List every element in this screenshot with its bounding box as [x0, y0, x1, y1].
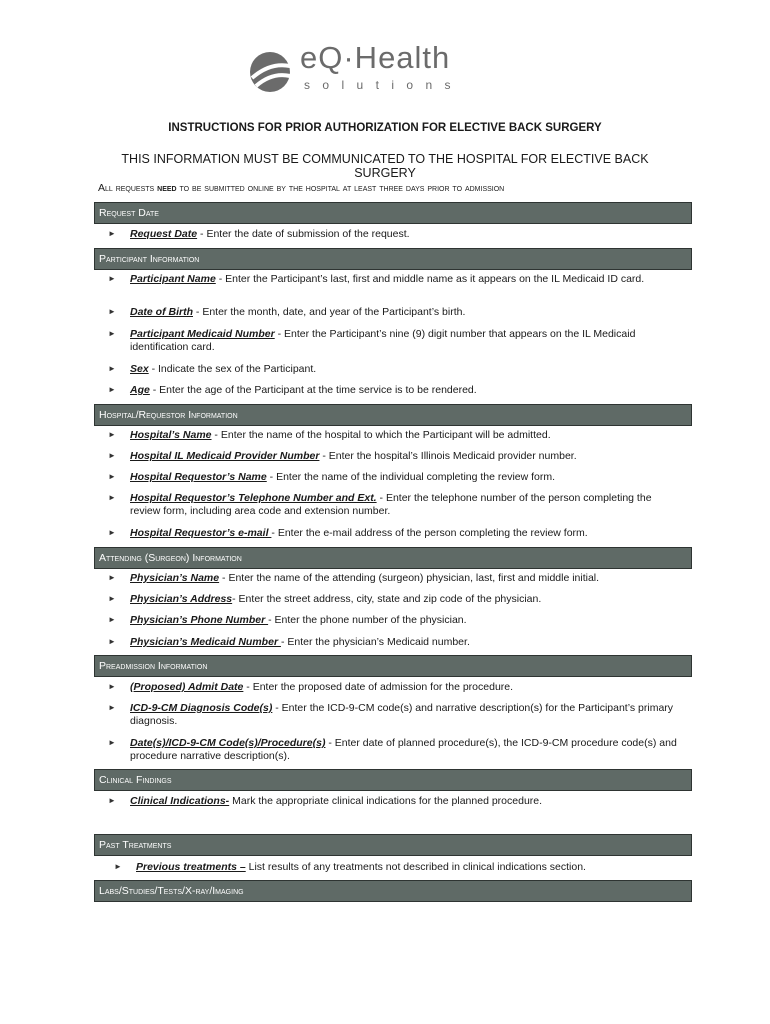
bullet-arrow-icon: ►: [108, 364, 116, 373]
item-desc: - Enter the hospital’s Illinois Medicaid provider number.: [319, 450, 577, 462]
bullet-arrow-icon: ►: [108, 451, 116, 460]
item-desc: - Enter the street address, city, state and zip code of the physician.: [232, 593, 542, 605]
bullet-arrow-icon: ►: [108, 472, 116, 481]
item-icd-procedure: [130, 737, 682, 763]
logo-tagline: solutions: [304, 78, 463, 92]
item-key: Participant Name: [130, 273, 216, 285]
item-key: Hospital IL Medicaid Provider Number: [130, 450, 320, 462]
item-desc: List results of any treatments not described in clinical indications section.: [245, 861, 586, 873]
bullet-arrow-icon: ►: [108, 615, 116, 624]
item-key: Hospital Requestor’s e-mail: [130, 527, 272, 539]
item-key: Date of Birth: [130, 306, 193, 318]
item-desc: - Enter the Participant’s nine (9) digit number that appears on the IL Medicaid identification card.: [130, 328, 636, 353]
item-requestor-name: [130, 471, 682, 484]
item-desc: - Enter the Participant’s last, first and middle name as it appears on the IL Medicaid ID card.: [215, 273, 645, 285]
item-previous-treatments: [136, 861, 688, 874]
item-key: Clinical Indications-: [130, 795, 230, 807]
bullet-arrow-icon: ►: [108, 274, 116, 283]
item-physician-phone: [130, 614, 682, 627]
item-participant-name: [130, 273, 682, 286]
bullet-arrow-icon: ►: [108, 229, 116, 238]
item-key: Hospital Requestor’s Telephone Number and Ext.: [130, 492, 377, 504]
item-admit-date: [130, 681, 682, 694]
item-desc: - Enter the month, date, and year of the Participant’s birth.: [193, 306, 466, 318]
item-key: Date(s)/ICD-9-CM Code(s)/Procedure(s): [130, 737, 326, 749]
item-desc: - Enter the name of the individual completing the review form.: [266, 471, 556, 483]
bullet-arrow-icon: ►: [108, 493, 116, 502]
section-clinical-findings: Clinical Findings: [94, 769, 692, 791]
item-hospital-name: [130, 429, 682, 442]
item-request-date: [130, 228, 682, 241]
logo-brand: eQ·Health: [300, 40, 451, 75]
bullet-arrow-icon: ►: [108, 528, 116, 537]
section-participant-information: Participant Information: [94, 248, 692, 270]
item-icd-diagnosis: [130, 702, 682, 728]
bullet-arrow-icon: ►: [114, 862, 122, 871]
note-text-bold: need: [157, 182, 177, 194]
item-participant-medicaid-number: [130, 328, 682, 354]
item-key: Previous treatments –: [136, 861, 246, 873]
item-requestor-phone: [130, 492, 682, 518]
item-desc: - Enter the age of the Participant at the time service is to be rendered.: [149, 384, 477, 396]
item-date-of-birth: [130, 306, 682, 319]
page-subtitle: THIS INFORMATION MUST BE COMMUNICATED TO THE HOSPITAL FOR ELECTIVE BACK SURGERY: [121, 152, 649, 180]
item-key: Age: [130, 384, 150, 396]
item-desc: - Enter the phone number of the physician.: [268, 614, 467, 626]
item-desc: Mark the appropriate clinical indications for the planned procedure.: [229, 795, 543, 807]
note-text-pre: All requests: [98, 182, 158, 194]
section-request-date: Request Date: [94, 202, 692, 224]
item-hospital-provider-number: [130, 450, 682, 463]
bullet-arrow-icon: ►: [108, 573, 116, 582]
item-key: Physician’s Name: [130, 572, 220, 584]
note-text-post: to be submitted online by the hospital at least three days prior to admission: [176, 182, 505, 194]
eq-health-logo: [248, 40, 478, 98]
item-physician-medicaid-number: [130, 636, 682, 649]
section-hospital-requestor-information: Hospital/Requestor Information: [94, 404, 692, 426]
bullet-arrow-icon: ►: [108, 329, 116, 338]
logo-globe-icon: [248, 50, 292, 94]
section-attending-information: Attending (Surgeon) Information: [94, 547, 692, 569]
item-desc: - Enter the e-mail address of the person completing the review form.: [271, 527, 588, 539]
submission-note: [98, 182, 504, 194]
item-desc: - Enter the name of the hospital to which the Participant will be admitted.: [211, 429, 551, 441]
item-desc: - Enter the name of the attending (surgeon) physician, last, first and middle initial.: [219, 572, 600, 584]
section-past-treatments: Past Treatments: [94, 834, 692, 856]
bullet-arrow-icon: ►: [108, 430, 116, 439]
bullet-arrow-icon: ►: [108, 385, 116, 394]
item-desc: - Enter the proposed date of admission for the procedure.: [243, 681, 514, 693]
item-key: Hospital Requestor’s Name: [130, 471, 267, 483]
page-title: INSTRUCTIONS FOR PRIOR AUTHORIZATION FOR ELECTIVE BACK SURGERY: [168, 122, 602, 134]
item-requestor-email: [130, 527, 682, 540]
item-age: [130, 384, 682, 397]
item-key: Sex: [130, 363, 149, 375]
section-preadmission-information: Preadmission Information: [94, 655, 692, 677]
item-desc: - Enter the physician’s Medicaid number.: [280, 636, 470, 648]
bullet-arrow-icon: ►: [108, 703, 116, 712]
item-physician-name: [130, 572, 682, 585]
bullet-arrow-icon: ►: [108, 796, 116, 805]
item-desc: - Enter the ICD-9-CM code(s) and narrative description(s) for the Participant’s primary diagnosis.: [130, 702, 674, 727]
item-key: ICD-9-CM Diagnosis Code(s): [130, 702, 273, 714]
section-labs-imaging: Labs/Studies/Tests/X-ray/Imaging: [94, 880, 692, 902]
item-key: Physician’s Phone Number: [130, 614, 269, 626]
bullet-arrow-icon: ►: [108, 307, 116, 316]
item-desc: - Enter the telephone number of the person completing the review form, including area code and extension number.: [130, 492, 652, 517]
item-key: Participant Medicaid Number: [130, 328, 275, 340]
bullet-arrow-icon: ►: [108, 637, 116, 646]
bullet-arrow-icon: ►: [108, 738, 116, 747]
item-key: Hospital’s Name: [130, 429, 212, 441]
bullet-arrow-icon: ►: [108, 682, 116, 691]
item-key: Request Date: [130, 228, 198, 240]
item-desc: - Enter the date of submission of the request.: [197, 228, 410, 240]
item-key: Physician’s Address: [130, 593, 233, 605]
item-desc: - Enter date of planned procedure(s), the ICD-9-CM procedure code(s) and procedure narrative description(s).: [130, 737, 677, 762]
item-clinical-indications: [130, 795, 682, 808]
item-key: Physician’s Medicaid Number: [130, 636, 281, 648]
bullet-arrow-icon: ►: [108, 594, 116, 603]
item-desc: - Indicate the sex of the Participant.: [148, 363, 317, 375]
item-physician-address: [130, 593, 682, 606]
item-sex: [130, 363, 682, 376]
item-key: (Proposed) Admit Date: [130, 681, 244, 693]
